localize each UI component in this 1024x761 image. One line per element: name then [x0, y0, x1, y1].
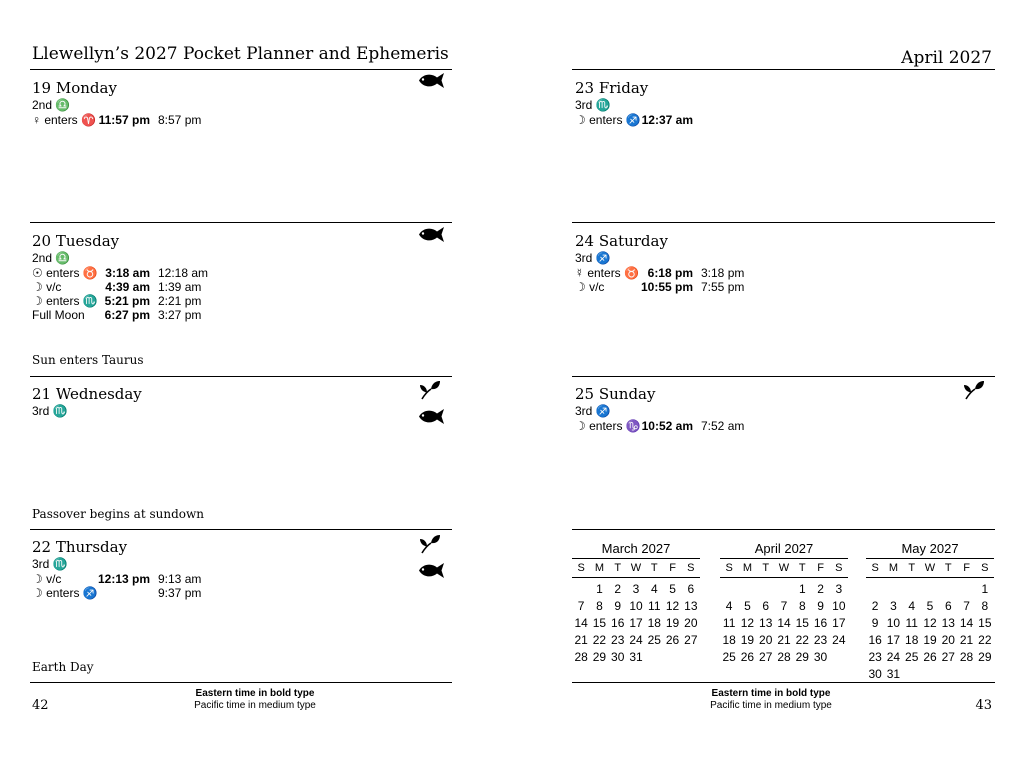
- calendar-day: 27: [759, 650, 773, 664]
- moon-phase: 3rd ♐: [575, 251, 611, 265]
- calendar-day: 31: [886, 667, 901, 681]
- calendar-day: 1: [981, 582, 989, 596]
- legend-bold: Eastern time in bold type: [195, 688, 315, 699]
- calendar-day: 11: [648, 599, 661, 613]
- moon-phase: 3rd ♏: [575, 98, 611, 112]
- divider: [30, 69, 452, 70]
- weekday-header: M: [888, 562, 898, 574]
- calendar-day: 24: [629, 633, 643, 647]
- calendar-day: 20: [941, 633, 955, 647]
- calendar-day: 3: [632, 582, 640, 596]
- calendar-day: 23: [868, 650, 882, 664]
- eastern-time: 12:13 pm: [97, 572, 150, 586]
- calendar-day: 25: [647, 633, 661, 647]
- page-number-right: 43: [975, 698, 992, 713]
- calendar-day: 11: [722, 616, 736, 630]
- pacific-time: 7:52 am: [701, 419, 745, 433]
- weekday-header: S: [835, 562, 843, 574]
- calendar-day: 7: [577, 599, 585, 613]
- calendar-day: 9: [817, 599, 824, 613]
- calendar-day: 30: [868, 667, 882, 681]
- calendar-day: 13: [759, 616, 773, 630]
- event-label: ☽ enters ♑: [575, 419, 641, 433]
- calendar-day: 14: [959, 616, 974, 630]
- eastern-time: 12:37 am: [641, 113, 693, 127]
- fish-icon: [418, 72, 445, 89]
- divider: [30, 376, 452, 377]
- calendar-day: 13: [684, 599, 698, 613]
- calendar-day: 12: [923, 616, 937, 630]
- fish-icon: [418, 408, 445, 425]
- moon-phase: 3rd ♐: [575, 404, 611, 418]
- calendar-day: 23: [611, 633, 625, 647]
- divider: [30, 682, 452, 683]
- calendar-blank: [939, 581, 957, 598]
- eastern-time: 3:18 am: [105, 266, 150, 280]
- eastern-time: 5:21 pm: [104, 294, 150, 308]
- mini-calendar-may: [866, 541, 994, 683]
- calendar-day: 17: [886, 633, 901, 647]
- divider: [572, 69, 995, 70]
- calendar-day: 4: [650, 582, 658, 596]
- calendar-day: 18: [647, 616, 661, 630]
- calendar-day: 10: [886, 616, 901, 630]
- calendar-day: 22: [978, 633, 992, 647]
- calendar-day: 27: [941, 650, 955, 664]
- event-row: [32, 266, 208, 280]
- calendar-day: 15: [795, 616, 809, 630]
- calendar-day: 5: [744, 599, 751, 613]
- calendar-day: 6: [687, 582, 695, 596]
- calendar-day: 26: [740, 650, 755, 664]
- calendar-day: 28: [574, 650, 588, 664]
- calendar-day: 12: [740, 616, 755, 630]
- weekday-header: W: [924, 562, 936, 574]
- calendar-day: 8: [981, 599, 989, 613]
- weekday-header: S: [687, 562, 695, 574]
- divider: [572, 577, 700, 578]
- pacific-time: 1:39 am: [158, 280, 202, 294]
- page-number-left: 42: [32, 698, 49, 713]
- calendar-day: 23: [813, 633, 828, 647]
- weekday-header: S: [725, 562, 733, 574]
- day-title: 23 Friday: [575, 79, 649, 97]
- calendar-day: 20: [759, 633, 773, 647]
- calendar-day: 22: [795, 633, 809, 647]
- calendar-day: 28: [777, 650, 791, 664]
- day-note: Passover begins at sundown: [32, 507, 204, 521]
- divider: [572, 529, 995, 530]
- calendar-grid: [720, 559, 848, 666]
- event-row: [575, 266, 744, 280]
- calendar-day: 24: [832, 633, 846, 647]
- calendar-blank: [921, 581, 939, 598]
- day-title: 22 Thursday: [32, 538, 128, 556]
- event-row: [32, 280, 201, 294]
- calendar-day: 25: [905, 650, 919, 664]
- weekday-header: F: [817, 562, 824, 574]
- calendar-blank: [757, 581, 775, 598]
- event-row: [32, 308, 201, 322]
- pacific-time: 2:21 pm: [158, 294, 202, 308]
- calendar-day: 19: [740, 633, 755, 647]
- calendar-day: 15: [978, 616, 992, 630]
- calendar-grid: [866, 559, 994, 683]
- calendar-day: 8: [798, 599, 806, 613]
- calendar-day: 25: [722, 650, 736, 664]
- calendar-blank: [775, 581, 793, 598]
- calendar-day: 7: [963, 599, 970, 613]
- calendar-day: 21: [777, 633, 791, 647]
- calendar-day: 27: [684, 633, 698, 647]
- calendar-blank: [866, 581, 884, 598]
- mini-calendar-march: [572, 541, 700, 666]
- calendar-day: 29: [978, 650, 992, 664]
- day-title: 24 Saturday: [575, 232, 668, 250]
- mini-calendar-april: [720, 541, 848, 666]
- divider: [30, 529, 452, 530]
- calendar-day: 1: [596, 582, 603, 596]
- calendar-day: 20: [684, 616, 698, 630]
- calendar-day: 15: [592, 616, 607, 630]
- event-label: ☽ enters ♐: [32, 586, 98, 600]
- legend-medium: Pacific time in medium type: [710, 700, 832, 711]
- event-label: Full Moon: [32, 308, 85, 322]
- calendar-day: 14: [574, 616, 588, 630]
- calendar-day: 3: [890, 599, 897, 613]
- weekday-header: W: [778, 562, 790, 574]
- calendar-day: 6: [944, 599, 952, 613]
- time-legend-right: [661, 688, 881, 712]
- weekday-header: M: [742, 562, 752, 574]
- eastern-time: 6:27 pm: [104, 308, 150, 322]
- fish-icon: [418, 226, 445, 243]
- calendar-title: May 2027: [866, 541, 994, 559]
- event-label: ☽ enters ♏: [32, 294, 98, 308]
- calendar-day: 16: [611, 616, 625, 630]
- calendar-day: 10: [832, 599, 846, 613]
- weekday-header: T: [762, 562, 770, 574]
- day-title: 25 Sunday: [575, 385, 656, 403]
- event-row: [32, 294, 201, 308]
- calendar-day: 2: [614, 582, 622, 596]
- time-legend-left: [145, 688, 365, 712]
- calendar-day: 29: [592, 650, 607, 664]
- eastern-time: 10:55 pm: [640, 280, 693, 294]
- weekday-header: F: [669, 562, 676, 574]
- calendar-title: March 2027: [572, 541, 700, 559]
- calendar-day: 4: [908, 599, 916, 613]
- month-title: April 2027: [901, 48, 992, 68]
- calendar-blank: [738, 581, 756, 598]
- event-label: ☽ v/c: [575, 280, 605, 294]
- day-note: Sun enters Taurus: [32, 353, 144, 367]
- leaf-icon: [963, 380, 985, 400]
- event-row: [32, 572, 201, 586]
- moon-phase: 3rd ♏: [32, 404, 68, 418]
- calendar-day: 6: [762, 599, 770, 613]
- calendar-day: 30: [813, 650, 828, 664]
- calendar-day: 4: [725, 599, 733, 613]
- event-label: ☉ enters ♉: [32, 266, 98, 280]
- calendar-day: 1: [798, 582, 806, 596]
- weekday-header: T: [944, 562, 952, 574]
- calendar-blank: [884, 581, 902, 598]
- calendar-blank: [572, 581, 590, 598]
- event-row: [575, 419, 744, 433]
- calendar-day: 30: [611, 650, 625, 664]
- day-title: 21 Wednesday: [32, 385, 142, 403]
- calendar-blank: [957, 581, 975, 598]
- calendar-day: 24: [886, 650, 901, 664]
- eastern-time: 4:39 am: [105, 280, 150, 294]
- calendar-grid: [572, 559, 700, 666]
- pacific-time: 8:57 pm: [158, 113, 202, 127]
- calendar-day: 5: [669, 582, 676, 596]
- day-title: 20 Tuesday: [32, 232, 120, 250]
- calendar-day: 31: [629, 650, 643, 664]
- calendar-day: 11: [905, 616, 918, 630]
- calendar-day: 21: [959, 633, 974, 647]
- calendar-day: 10: [629, 599, 643, 613]
- leaf-icon: [419, 380, 441, 400]
- calendar-day: 9: [871, 616, 879, 630]
- calendar-day: 8: [596, 599, 603, 613]
- eastern-time: 6:18 pm: [647, 266, 693, 280]
- calendar-day: 7: [780, 599, 788, 613]
- planner-title: Llewellyn’s 2027 Pocket Planner and Ephemeris: [32, 44, 449, 64]
- calendar-day: 17: [832, 616, 846, 630]
- pacific-time: 9:13 am: [158, 572, 202, 586]
- weekday-header: T: [614, 562, 622, 574]
- calendar-day: 18: [905, 633, 919, 647]
- weekday-header: F: [963, 562, 970, 574]
- calendar-day: 3: [835, 582, 843, 596]
- weekday-header: M: [594, 562, 604, 574]
- calendar-day: 28: [959, 650, 974, 664]
- calendar-day: 2: [871, 599, 879, 613]
- pacific-time: 7:55 pm: [701, 280, 745, 294]
- calendar-day: 5: [926, 599, 934, 613]
- calendar-day: 19: [665, 616, 680, 630]
- calendar-day: 13: [941, 616, 955, 630]
- legend-medium: Pacific time in medium type: [194, 700, 316, 711]
- event-label: ☽ v/c: [32, 280, 62, 294]
- legend-bold: Eastern time in bold type: [711, 688, 831, 699]
- divider: [866, 577, 994, 578]
- pacific-time: 9:37 pm: [158, 586, 202, 600]
- event-label: ☽ enters ♐: [575, 113, 641, 127]
- day-note: Earth Day: [32, 660, 94, 674]
- calendar-blank: [720, 581, 738, 598]
- event-row: [575, 280, 744, 294]
- event-label: ☿ enters ♉: [575, 266, 639, 280]
- weekday-header: S: [981, 562, 989, 574]
- calendar-day: 16: [868, 633, 882, 647]
- weekday-header: W: [630, 562, 642, 574]
- eastern-time: 10:52 am: [641, 419, 693, 433]
- event-label: ♀ enters ♈: [32, 113, 96, 127]
- calendar-day: 29: [795, 650, 809, 664]
- calendar-blank: [903, 581, 921, 598]
- moon-phase: 2nd ♎: [32, 251, 71, 265]
- calendar-day: 26: [923, 650, 937, 664]
- calendar-day: 14: [777, 616, 791, 630]
- fish-icon: [418, 562, 445, 579]
- calendar-day: 21: [574, 633, 588, 647]
- calendar-day: 26: [665, 633, 680, 647]
- calendar-day: 22: [592, 633, 607, 647]
- calendar-day: 16: [813, 616, 828, 630]
- divider: [30, 222, 452, 223]
- weekday-header: T: [908, 562, 916, 574]
- event-row: [575, 113, 701, 127]
- divider: [572, 376, 995, 377]
- moon-phase: 3rd ♏: [32, 557, 68, 571]
- pacific-time: 3:27 pm: [158, 308, 202, 322]
- divider: [572, 682, 995, 683]
- weekday-header: S: [577, 562, 585, 574]
- calendar-day: 12: [665, 599, 680, 613]
- event-label: ☽ v/c: [32, 572, 62, 586]
- day-title: 19 Monday: [32, 79, 117, 97]
- pacific-time: 12:18 am: [158, 266, 209, 280]
- calendar-day: 18: [722, 633, 736, 647]
- calendar-day: 17: [629, 616, 643, 630]
- event-row: [32, 586, 201, 600]
- weekday-header: T: [650, 562, 658, 574]
- weekday-header: S: [871, 562, 879, 574]
- moon-phase: 2nd ♎: [32, 98, 71, 112]
- calendar-day: 9: [614, 599, 622, 613]
- divider: [720, 577, 848, 578]
- pacific-time: 3:18 pm: [701, 266, 745, 280]
- calendar-day: 19: [923, 633, 937, 647]
- calendar-day: 2: [817, 582, 824, 596]
- weekday-header: T: [798, 562, 806, 574]
- event-row: [32, 113, 201, 127]
- leaf-icon: [419, 534, 441, 554]
- divider: [572, 222, 995, 223]
- eastern-time: 11:57 pm: [98, 113, 150, 127]
- calendar-title: April 2027: [720, 541, 848, 559]
